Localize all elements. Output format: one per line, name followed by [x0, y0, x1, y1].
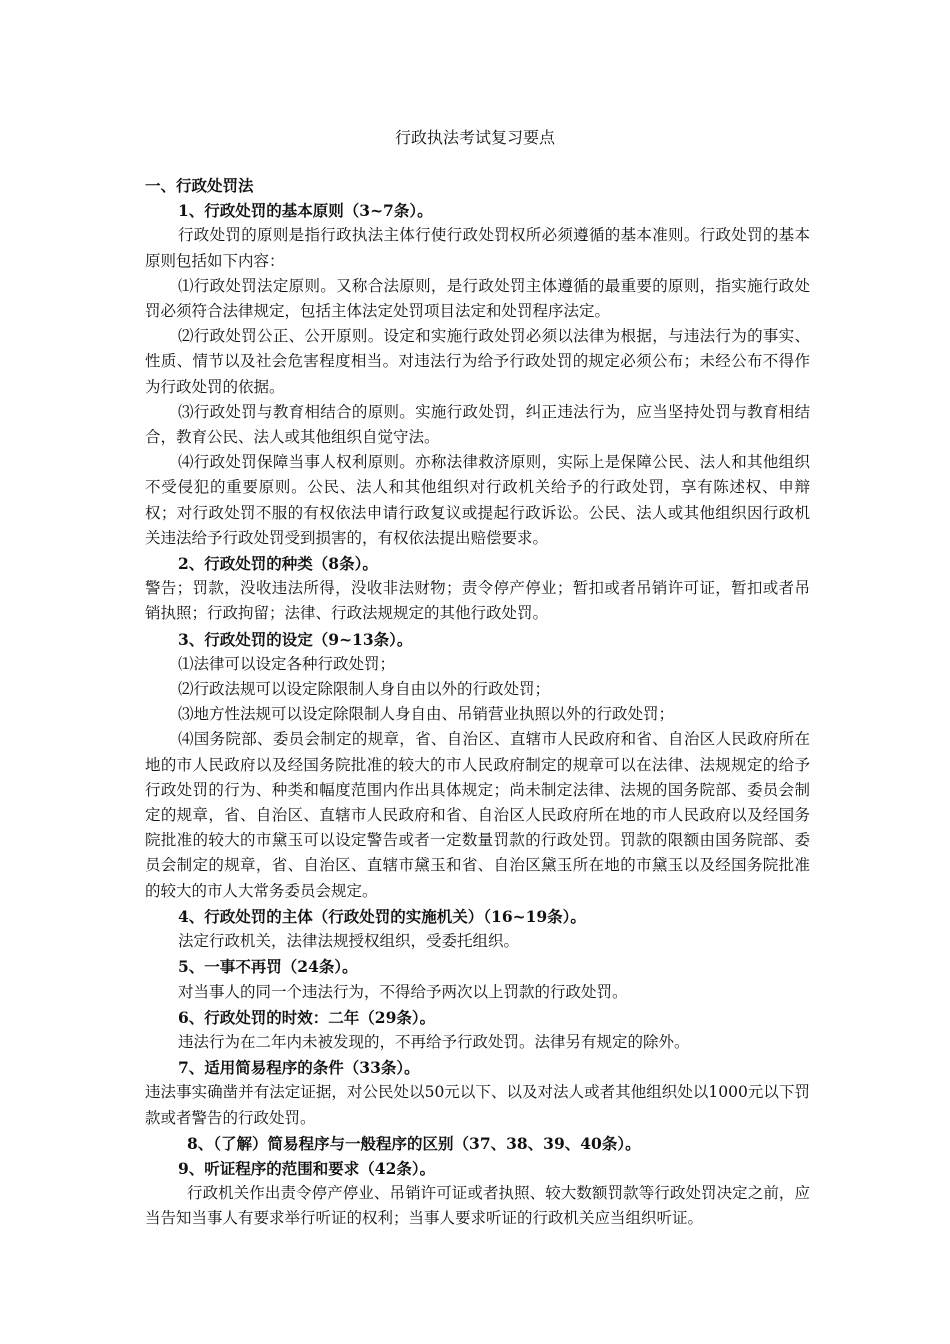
item-heading-5: 5、一事不再罚（24条）。 [178, 957, 358, 977]
paragraph: ⑶行政处罚与教育相结合的原则。实施行政处罚，纠正违法行为，应当坚持处罚与教育相结合，教育公民、法人或其他组织自觉守法。 [145, 402, 810, 447]
paragraph: ⑶地方性法规可以设定除限制人身自由、吊销营业执照以外的行政处罚； [178, 705, 675, 724]
paragraph: 违法行为在二年内未被发现的，不再给予行政处罚。法律另有规定的除外。 [178, 1032, 690, 1051]
item-heading-2: 2、行政处罚的种类（8条）。 [178, 554, 378, 574]
item-heading-8: 8、（了解）简易程序与一般程序的区别（37、38、39、40条）。 [187, 1133, 641, 1153]
item-heading-7: 7、适用简易程序的条件（33条）。 [178, 1058, 420, 1078]
document-body [145, 173, 810, 1232]
paragraph: 对当事人的同一个违法行为，不得给予两次以上罚款的行政处罚。 [178, 982, 628, 1001]
section-heading: 一、行政处罚法 [145, 176, 254, 195]
item-heading-4: 4、行政处罚的主体（行政处罚的实施机关）（16~19条）。 [178, 906, 586, 926]
paragraph: ⑷行政处罚保障当事人权利原则。亦称法律救济原则，实际上是保障公民、法人和其他组织不受侵犯的重要原则。公民、法人和其他组织对行政机关给予的行政处罚，享有陈述权、申辩权；对行政处罚不服的有权依法申请行政复议或提起行政诉讼。公民、法人或其他组织因行政机关违法给予行政处罚受到损害的，有权依法提出赔偿要求。 [145, 453, 810, 547]
item-heading-1: 1、行政处罚的基本原则（3~7条）。 [178, 201, 433, 221]
paragraph: 警告；罚款，没收违法所得，没收非法财物；责令停产停业；暂扣或者吊销许可证，暂扣或者吊销执照；行政拘留；法律、行政法规规定的其他行政处罚。 [145, 579, 810, 623]
item-heading-9: 9、听证程序的范围和要求（42条）。 [178, 1158, 436, 1178]
paragraph: ⑷国务院部、委员会制定的规章，省、自治区、直辖市人民政府和省、自治区人民政府所在地的市人民政府以及经国务院批准的较大的市人民政府制定的规章可以在法律、法规规定的给予行政处罚的行为、种类和幅度范围内作出具体规定；尚未制定法律、法规的国务院部、委员会制定的规章，省、自治区、直辖市人民政府和省、自治区人民政府所在地的市人民政府以及经国务院批准的较大的市黛玉可以设定警告或者一定数量罚款的行政处罚。罚款的限额由国务院部、委员会制定的规章，省、自治区、直辖市黛玉和省、自治区黛玉所在地的市黛玉以及经国务院批准的较大的市人大常务委员会规定。 [145, 730, 810, 900]
paragraph: 行政处罚的原则是指行政执法主体行使行政处罚权所必须遵循的基本准则。行政处罚的基本原则包括如下内容： [145, 226, 810, 270]
paragraph: 行政机关作出责令停产停业、吊销许可证或者执照、较大数额罚款等行政处罚决定之前，应当告知当事人有要求举行听证的权利；当事人要求听证的行政机关应当组织听证。 [145, 1184, 810, 1228]
paragraph: ⑵行政法规可以设定除限制人身自由以外的行政处罚； [178, 680, 551, 699]
document-title: 行政执法考试复习要点 [394, 128, 555, 147]
paragraph: ⑴法律可以设定各种行政处罚； [178, 654, 396, 673]
paragraph: 法定行政机关，法律法规授权组织，受委托组织。 [178, 932, 520, 951]
paragraph: ⑴行政处罚法定原则。又称合法原则，是行政处罚主体遵循的最重要的原则，指实施行政处罚必须符合法律规定，包括主体法定处罚项目法定和处罚程序法定。 [145, 276, 810, 321]
paragraph: 违法事实确凿并有法定证据，对公民处以50元以下、以及对法人或者其他组织处以1000元以下罚款或者警告的行政处罚。 [145, 1083, 810, 1127]
paragraph: ⑵行政处罚公正、公开原则。设定和实施行政处罚必须以法律为根据，与违法行为的事实、性质、情节以及社会危害程度相当。对违法行为给予行政处罚的规定必须公布；未经公布不得作为行政处罚的依据。 [145, 327, 810, 396]
item-heading-6: 6、行政处罚的时效：二年（29条）。 [178, 1007, 436, 1027]
item-heading-3: 3、行政处罚的设定（9~13条）。 [178, 629, 413, 649]
